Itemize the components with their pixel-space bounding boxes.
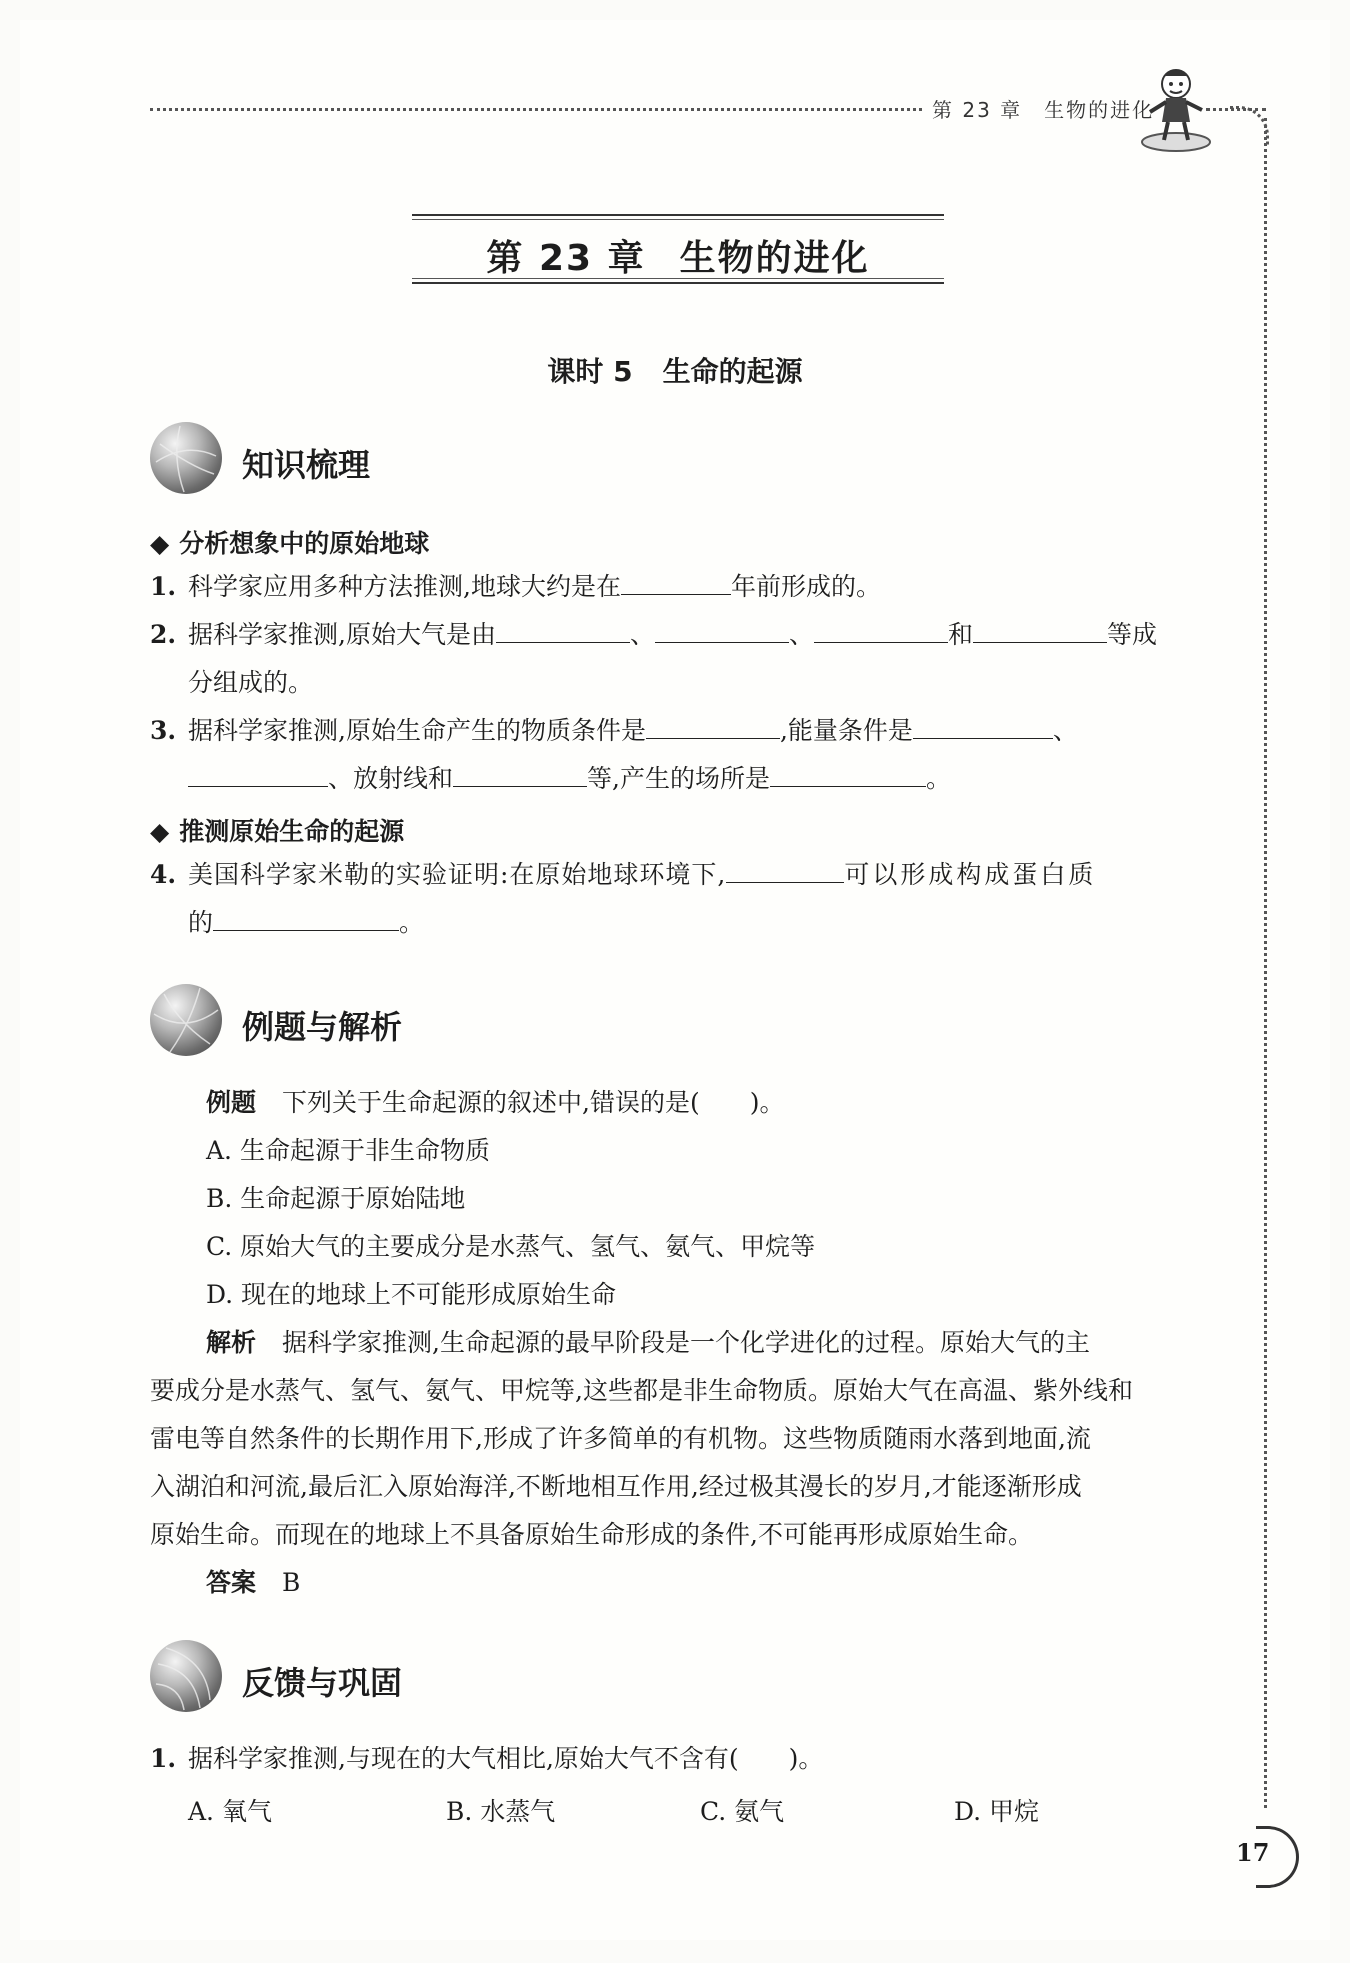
chapter-name: 生物的进化	[679, 238, 870, 279]
question-text: 。	[925, 764, 951, 793]
analysis-line: 要成分是水蒸气、氢气、氨气、甲烷等,这些都是非生命物质。原始大气在高温、紫外线和	[150, 1376, 1133, 1405]
question-number: 3.	[150, 716, 177, 745]
question-number: 4.	[150, 860, 177, 889]
subheading-2	[150, 812, 404, 848]
lesson-label: 课时 5	[547, 355, 633, 388]
question-text: 据科学家推测,原始大气是由	[188, 620, 496, 649]
analysis-text: 据科学家推测,生命起源的最早阶段是一个化学进化的过程。原始大气的主	[282, 1328, 1090, 1357]
section-title: 例题与解析	[242, 1008, 403, 1046]
example-option: D. 现在的地球上不可能形成原始生命	[206, 1280, 617, 1309]
answer-blank[interactable]	[213, 906, 399, 931]
running-header-chapter: 第 23 章	[932, 98, 1023, 122]
chapter-title-box	[412, 214, 944, 284]
choice-option-c[interactable]: C. 氨气	[700, 1797, 785, 1826]
answer-blank[interactable]	[496, 618, 630, 643]
feedback-question-1	[150, 1742, 823, 1776]
analysis-line	[206, 1326, 1090, 1360]
section-knowledge	[150, 422, 550, 498]
conjunction: 和	[947, 620, 973, 649]
question-text: 的	[188, 908, 214, 937]
question-text-end: )。	[788, 1744, 824, 1773]
answer-label: 答案	[206, 1568, 257, 1597]
question-1	[150, 570, 881, 604]
question-text: 据科学家推测,原始生命产生的物质条件是	[188, 716, 646, 745]
example-option: B. 生命起源于原始陆地	[206, 1184, 466, 1213]
analysis-label: 解析	[206, 1328, 257, 1357]
separator: 、	[788, 620, 814, 649]
globe-icon	[150, 984, 222, 1056]
analysis-line: 雷电等自然条件的长期作用下,形成了许多简单的有机物。这些物质随雨水落到地面,流	[150, 1424, 1091, 1453]
choice-option-a[interactable]: A. 氧气	[188, 1797, 272, 1826]
answer-blank[interactable]	[655, 618, 789, 643]
question-3	[150, 714, 1078, 748]
question-text: 等成	[1107, 620, 1158, 649]
question-2-cont	[188, 666, 313, 700]
question-text: ,能量条件是	[779, 716, 913, 745]
chapter-label: 第 23 章	[486, 238, 646, 279]
question-number: 1.	[150, 1744, 177, 1773]
answer-blank[interactable]	[973, 618, 1107, 643]
running-header-title: 生物的进化	[1044, 98, 1155, 122]
section-example	[150, 984, 550, 1060]
question-text: 。	[399, 908, 425, 937]
answer-blank[interactable]	[646, 714, 780, 739]
answer-blank[interactable]	[913, 714, 1053, 739]
subheading-1	[150, 524, 429, 560]
question-text: 等,产生的场所是	[587, 764, 770, 793]
lesson-title	[0, 350, 1350, 390]
question-text: 分组成的。	[188, 668, 314, 697]
subheading-text: 推测原始生命的起源	[179, 817, 405, 846]
question-text: 年前形成的。	[730, 572, 881, 601]
question-number: 1.	[150, 572, 177, 601]
chapter-title	[412, 230, 944, 281]
example-label: 例题	[206, 1088, 257, 1117]
question-number: 2.	[150, 620, 177, 649]
page-number: 17	[1236, 1838, 1270, 1867]
example-option: A. 生命起源于非生命物质	[206, 1136, 490, 1165]
example-question	[206, 1086, 784, 1120]
globe-icon	[150, 1640, 222, 1712]
subheading-text: 分析想象中的原始地球	[179, 529, 430, 558]
section-title: 知识梳理	[242, 446, 371, 484]
example-text: 下列关于生命起源的叙述中,错误的是(	[282, 1088, 700, 1117]
choice-option-b[interactable]: B. 水蒸气	[446, 1797, 556, 1826]
answer-blank[interactable]	[621, 570, 731, 595]
section-title: 反馈与巩固	[242, 1664, 403, 1702]
answer-blank[interactable]	[453, 762, 587, 787]
question-3-cont	[188, 762, 951, 796]
question-text: 科学家应用多种方法推测,地球大约是在	[188, 572, 621, 601]
question-text: 据科学家推测,与现在的大气相比,原始大气不含有(	[188, 1744, 739, 1773]
choice-option-d[interactable]: D. 甲烷	[954, 1797, 1040, 1826]
example-option: C. 原始大气的主要成分是水蒸气、氢气、氨气、甲烷等	[206, 1232, 816, 1261]
answer-blank[interactable]	[726, 858, 844, 883]
answer-line	[206, 1566, 300, 1600]
diamond-icon: ◆	[150, 817, 170, 846]
answer-blank[interactable]	[814, 618, 948, 643]
diamond-icon: ◆	[150, 529, 170, 558]
globe-icon	[150, 422, 222, 494]
example-text-end: )。	[749, 1088, 785, 1117]
question-4	[150, 858, 1096, 892]
lesson-name: 生命的起源	[662, 355, 803, 388]
separator: 、	[1052, 716, 1078, 745]
mascot-icon	[1136, 62, 1216, 154]
question-2	[150, 618, 1157, 652]
answer-blank[interactable]	[188, 762, 328, 787]
analysis-line: 入湖泊和河流,最后汇入原始海洋,不断地相互作用,经过极其漫长的岁月,才能逐渐形成	[150, 1472, 1082, 1501]
answer-blank[interactable]	[770, 762, 926, 787]
answer-value: B	[282, 1568, 301, 1597]
question-text: 、放射线和	[328, 764, 454, 793]
question-text: 美国科学家米勒的实验证明:在原始地球环境下,	[188, 860, 727, 889]
header-rule	[150, 108, 922, 111]
section-feedback	[150, 1640, 550, 1716]
separator: 、	[629, 620, 655, 649]
analysis-line: 原始生命。而现在的地球上不具备原始生命形成的条件,不可能再形成原始生命。	[150, 1520, 1033, 1549]
question-4-cont	[188, 906, 424, 940]
question-text: 可以形成构成蛋白质	[844, 860, 1097, 889]
